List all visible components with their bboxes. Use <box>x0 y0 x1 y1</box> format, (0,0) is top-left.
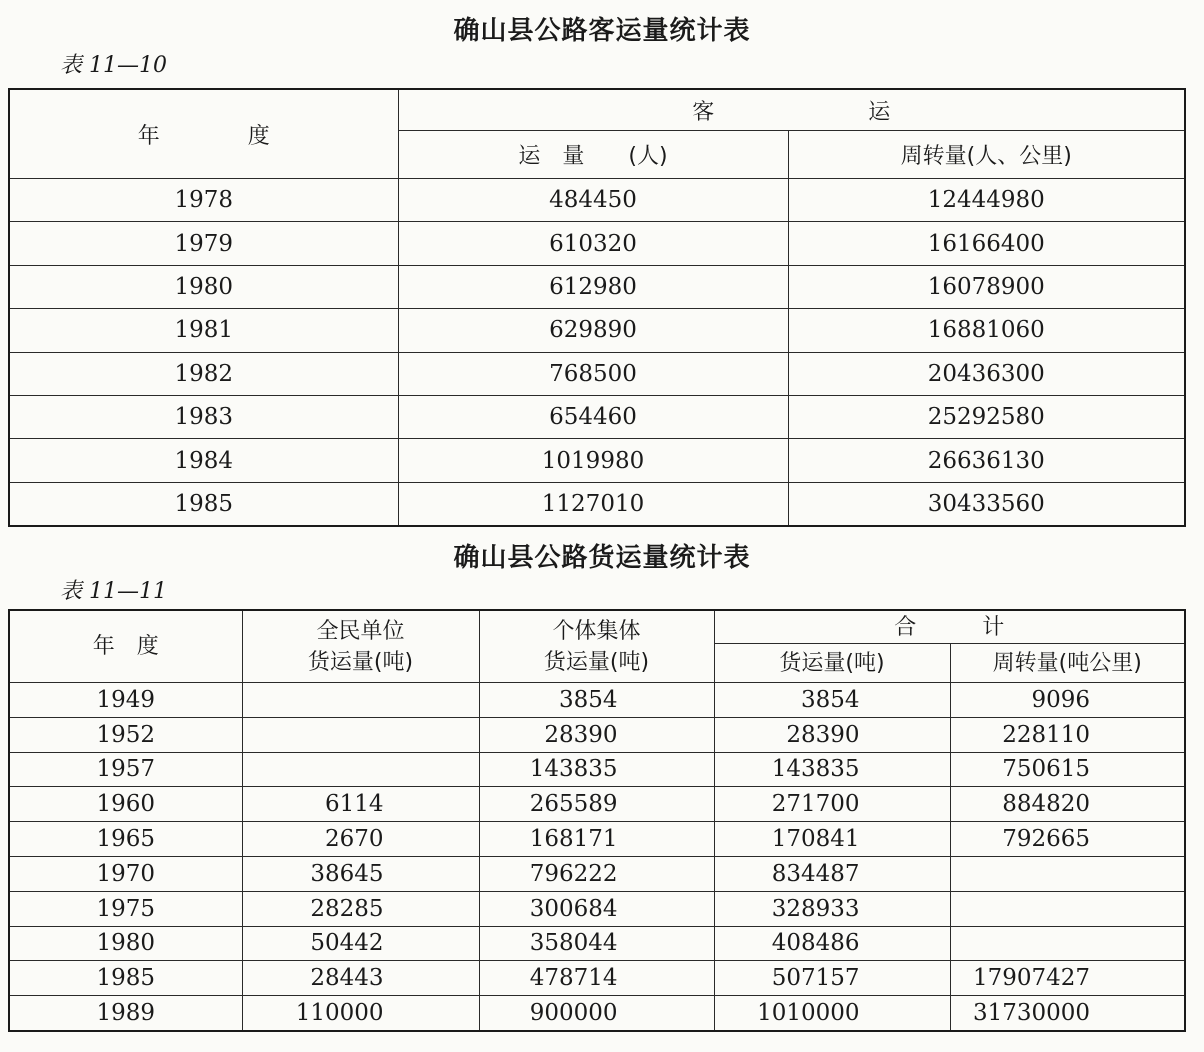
year-cell: 1980 <box>9 265 398 308</box>
total-volume-cell: 507157 <box>714 961 950 996</box>
total-turnover-cell <box>950 926 1185 961</box>
year-cell: 1989 <box>9 996 242 1031</box>
table-row <box>9 179 1185 222</box>
total-volume-cell: 834487 <box>714 856 950 891</box>
volume-cell: 654460 <box>398 395 788 438</box>
total-volume-cell: 170841 <box>714 822 950 857</box>
freight-table-title: 确山县公路货运量统计表 <box>453 543 751 573</box>
year-cell: 1981 <box>9 309 398 352</box>
table-row <box>9 787 1185 822</box>
header-private-line1: 个体集体 <box>552 618 641 644</box>
total-volume-cell: 271700 <box>714 787 950 822</box>
header-private-line2: 货运量(吨) <box>543 649 650 675</box>
table-row <box>9 926 1185 961</box>
private-volume-cell: 3854 <box>479 683 714 718</box>
turnover-cell: 25292580 <box>788 395 1185 438</box>
state-volume-cell: 110000 <box>242 996 479 1031</box>
table-row <box>9 891 1185 926</box>
passenger-table-title: 确山县公路客运量统计表 <box>453 16 751 46</box>
freight-table-label: 表 11—11 <box>60 579 167 604</box>
state-volume-cell: 50442 <box>242 926 479 961</box>
year-cell: 1983 <box>9 395 398 438</box>
year-cell: 1960 <box>9 787 242 822</box>
turnover-cell: 20436300 <box>788 352 1185 395</box>
volume-cell: 610320 <box>398 222 788 265</box>
table-row <box>9 683 1185 718</box>
total-volume-cell: 328933 <box>714 891 950 926</box>
turnover-cell: 16166400 <box>788 222 1185 265</box>
private-volume-cell: 143835 <box>479 752 714 787</box>
header-total-volume: 货运量(吨) <box>714 644 950 683</box>
turnover-cell: 16078900 <box>788 265 1185 308</box>
table-row <box>9 717 1185 752</box>
year-cell: 1957 <box>9 752 242 787</box>
year-cell: 1985 <box>9 961 242 996</box>
total-volume-cell: 3854 <box>714 683 950 718</box>
year-cell: 1970 <box>9 856 242 891</box>
table-row <box>9 309 1185 352</box>
table-row <box>9 856 1185 891</box>
year-cell: 1979 <box>9 222 398 265</box>
private-volume-cell: 168171 <box>479 822 714 857</box>
header-state-line2: 货运量(吨) <box>307 649 414 675</box>
year-cell: 1978 <box>9 179 398 222</box>
table-row <box>9 265 1185 308</box>
header-state-line1: 全民单位 <box>316 618 405 644</box>
table-row <box>9 996 1185 1031</box>
table-row <box>9 752 1185 787</box>
header-state-units <box>242 610 479 683</box>
total-turnover-cell: 884820 <box>950 787 1185 822</box>
total-turnover-cell <box>950 891 1185 926</box>
passenger-table <box>8 88 1186 527</box>
volume-cell: 1019980 <box>398 439 788 482</box>
state-volume-cell <box>242 752 479 787</box>
state-volume-cell: 2670 <box>242 822 479 857</box>
freight-table <box>8 609 1186 1032</box>
table-row <box>9 395 1185 438</box>
state-volume-cell <box>242 683 479 718</box>
state-volume-cell: 6114 <box>242 787 479 822</box>
turnover-cell: 26636130 <box>788 439 1185 482</box>
year-cell: 1965 <box>9 822 242 857</box>
table-row <box>9 439 1185 482</box>
private-volume-cell: 300684 <box>479 891 714 926</box>
header-passenger-group: 客 运 <box>398 89 1185 131</box>
year-cell: 1984 <box>9 439 398 482</box>
header-year: 年 度 <box>9 610 242 683</box>
table-row <box>9 961 1185 996</box>
state-volume-cell: 38645 <box>242 856 479 891</box>
private-volume-cell: 796222 <box>479 856 714 891</box>
header-total-turnover: 周转量(吨公里) <box>950 644 1185 683</box>
private-volume-cell: 900000 <box>479 996 714 1031</box>
year-cell: 1975 <box>9 891 242 926</box>
year-cell: 1949 <box>9 683 242 718</box>
total-volume-cell: 1010000 <box>714 996 950 1031</box>
volume-cell: 612980 <box>398 265 788 308</box>
year-cell: 1952 <box>9 717 242 752</box>
state-volume-cell: 28443 <box>242 961 479 996</box>
total-volume-cell: 408486 <box>714 926 950 961</box>
header-volume: 运 量 (人) <box>398 131 788 179</box>
header-total-group: 合 计 <box>714 610 1185 644</box>
year-cell: 1985 <box>9 482 398 526</box>
turnover-cell: 12444980 <box>788 179 1185 222</box>
turnover-cell: 30433560 <box>788 482 1185 526</box>
private-volume-cell: 28390 <box>479 717 714 752</box>
turnover-cell: 16881060 <box>788 309 1185 352</box>
state-volume-cell <box>242 717 479 752</box>
volume-cell: 484450 <box>398 179 788 222</box>
volume-cell: 1127010 <box>398 482 788 526</box>
private-volume-cell: 478714 <box>479 961 714 996</box>
table-row <box>9 352 1185 395</box>
private-volume-cell: 358044 <box>479 926 714 961</box>
table-row <box>9 482 1185 526</box>
total-turnover-cell: 750615 <box>950 752 1185 787</box>
private-volume-cell: 265589 <box>479 787 714 822</box>
total-turnover-cell: 792665 <box>950 822 1185 857</box>
total-turnover-cell: 17907427 <box>950 961 1185 996</box>
passenger-table-label: 表 11—10 <box>60 53 167 78</box>
header-private-collective <box>479 610 714 683</box>
volume-cell: 768500 <box>398 352 788 395</box>
year-cell: 1980 <box>9 926 242 961</box>
table-row <box>9 822 1185 857</box>
total-turnover-cell <box>950 856 1185 891</box>
total-volume-cell: 143835 <box>714 752 950 787</box>
total-turnover-cell: 31730000 <box>950 996 1185 1031</box>
volume-cell: 629890 <box>398 309 788 352</box>
total-volume-cell: 28390 <box>714 717 950 752</box>
state-volume-cell: 28285 <box>242 891 479 926</box>
total-turnover-cell: 228110 <box>950 717 1185 752</box>
table-row <box>9 222 1185 265</box>
header-year: 年 度 <box>9 89 398 179</box>
total-turnover-cell: 9096 <box>950 683 1185 718</box>
year-cell: 1982 <box>9 352 398 395</box>
header-turnover: 周转量(人、公里) <box>788 131 1185 179</box>
